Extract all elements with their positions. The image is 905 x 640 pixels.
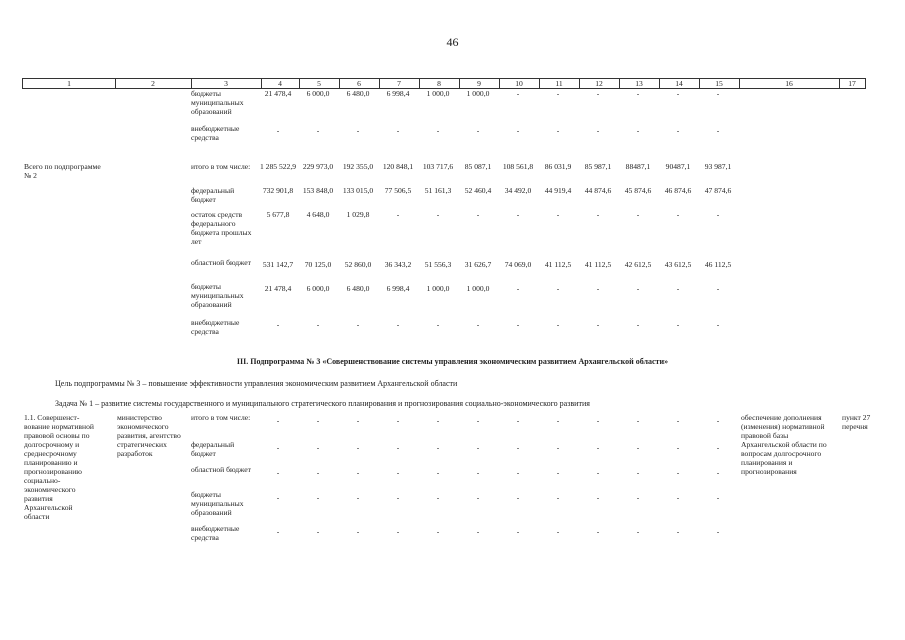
cell-value: - <box>396 126 400 135</box>
cell-value: - <box>316 126 320 135</box>
cell-value: 108 561,8 <box>502 162 534 171</box>
row-label: бюджеты муниципальных образований <box>191 282 244 309</box>
cell-value: - <box>316 493 320 502</box>
row-label: областной бюджет <box>191 258 251 267</box>
cell-value: - <box>356 527 360 536</box>
cell-value: 229 973,0 <box>302 162 334 171</box>
header-col-3: 3 <box>224 79 228 88</box>
section-title: III. Подпрограмма № 3 «Совершенствование системы управления экономическим развитием Архангельской области» <box>236 357 669 366</box>
cell-value: - <box>556 89 560 98</box>
header-col-9: 9 <box>477 79 481 88</box>
cell-value: 46 112,5 <box>704 260 732 269</box>
cell-value: 70 125,0 <box>304 260 332 269</box>
header-col-5: 5 <box>317 79 321 88</box>
row-label: итого в том числе: <box>191 162 251 171</box>
cell-value: - <box>316 527 320 536</box>
row-label: бюджеты муниципальных образований <box>191 89 244 116</box>
row-label: бюджеты муниципальных образований <box>191 490 244 517</box>
task-text: Задача № 1 – развитие системы государственного и муниципального стратегического планирования и прогнозирования социально-экономического развития <box>55 399 590 408</box>
cell-value: 6 998,4 <box>386 89 410 98</box>
cell-value: - <box>556 468 560 477</box>
cell-value: 120 848,1 <box>382 162 414 171</box>
cell-value: 74 069,0 <box>504 260 532 269</box>
cell-value: 6 000,0 <box>306 89 330 98</box>
total-title: Всего по подпрограмме № 2 <box>24 162 101 180</box>
cell-value: - <box>276 443 280 452</box>
cell-value: - <box>316 320 320 329</box>
header-col-4: 4 <box>278 79 282 88</box>
cell-value: - <box>516 468 520 477</box>
row-label: внебюджетные средства <box>191 124 240 142</box>
cell-value: - <box>636 493 640 502</box>
cell-value: 85 087,1 <box>464 162 492 171</box>
cell-value: 36 343,2 <box>384 260 412 269</box>
cell-value: 77 506,5 <box>384 186 412 195</box>
cell-value: 44 874,6 <box>584 186 612 195</box>
cell-value: - <box>556 210 560 219</box>
cell-value: - <box>436 320 440 329</box>
cell-value: 5 677,8 <box>266 210 290 219</box>
cell-value: - <box>276 416 280 425</box>
cell-value: - <box>556 493 560 502</box>
cell-value: 93 987,1 <box>704 162 732 171</box>
cell-value: - <box>396 527 400 536</box>
cell-value: 192 355,0 <box>342 162 374 171</box>
cell-value: - <box>396 493 400 502</box>
cell-value: - <box>476 493 480 502</box>
cell-value: - <box>596 284 600 293</box>
cell-value: - <box>476 468 480 477</box>
cell-value: - <box>516 320 520 329</box>
item-title: 1.1. Совершенст-вование нормативной правовой основы по долгосрочному и среднесрочному планированию и прогнозированию социально-экономического развития Архангельской области <box>24 413 94 521</box>
cell-value: - <box>516 126 520 135</box>
cell-value: 103 717,6 <box>422 162 454 171</box>
cell-value: - <box>716 284 720 293</box>
cell-value: 52 860,0 <box>344 260 372 269</box>
cell-value: - <box>716 527 720 536</box>
cell-value: - <box>716 210 720 219</box>
cell-value: - <box>596 443 600 452</box>
cell-value: 21 478,4 <box>264 284 292 293</box>
cell-value: 6 000,0 <box>306 284 330 293</box>
cell-value: 51 161,3 <box>424 186 452 195</box>
cell-value: - <box>396 443 400 452</box>
cell-value: - <box>596 493 600 502</box>
cell-value: 1 000,0 <box>426 284 450 293</box>
cell-value: - <box>716 416 720 425</box>
cell-value: - <box>676 284 680 293</box>
cell-value: - <box>676 320 680 329</box>
header-col-17: 17 <box>848 79 856 88</box>
header-col-11: 11 <box>555 79 563 88</box>
cell-value: - <box>476 443 480 452</box>
cell-value: 6 480,0 <box>346 89 370 98</box>
cell-value: - <box>596 210 600 219</box>
cell-value: - <box>516 284 520 293</box>
cell-value: - <box>516 416 520 425</box>
cell-value: - <box>316 443 320 452</box>
cell-value: 1 000,0 <box>466 89 490 98</box>
cell-value: - <box>356 320 360 329</box>
cell-value: - <box>356 443 360 452</box>
cell-value: - <box>516 210 520 219</box>
cell-value: - <box>556 443 560 452</box>
cell-value: - <box>716 493 720 502</box>
cell-value: - <box>596 468 600 477</box>
cell-value: - <box>636 527 640 536</box>
cell-value: - <box>516 493 520 502</box>
cell-value: - <box>436 493 440 502</box>
cell-value: - <box>716 89 720 98</box>
cell-value: - <box>556 284 560 293</box>
row-label: внебюджетные средства <box>191 318 240 336</box>
cell-value: 732 901,8 <box>262 186 294 195</box>
cell-value: - <box>596 89 600 98</box>
cell-value: 46 874,6 <box>664 186 692 195</box>
cell-value: - <box>596 126 600 135</box>
row-label: остаток средств федерального бюджета прошлых лет <box>191 210 252 246</box>
cell-value: - <box>636 320 640 329</box>
cell-value: 52 460,4 <box>464 186 492 195</box>
cell-value: 1 285 522,9 <box>259 162 297 171</box>
cell-value: - <box>396 468 400 477</box>
cell-value: - <box>636 210 640 219</box>
table-header-row <box>22 78 866 89</box>
row-label: итого в том числе: <box>191 413 251 422</box>
cell-value: 90487,1 <box>665 162 691 171</box>
cell-value: - <box>716 468 720 477</box>
header-col-7: 7 <box>397 79 401 88</box>
cell-value: 51 556,3 <box>424 260 452 269</box>
header-col-1: 1 <box>67 79 71 88</box>
cell-value: - <box>636 126 640 135</box>
cell-value: 45 874,6 <box>624 186 652 195</box>
cell-value: - <box>596 320 600 329</box>
header-col-6: 6 <box>357 79 361 88</box>
cell-value: - <box>476 416 480 425</box>
cell-value: 41 112,5 <box>584 260 612 269</box>
cell-value: - <box>556 126 560 135</box>
cell-value: - <box>676 416 680 425</box>
cell-value: - <box>676 89 680 98</box>
cell-value: - <box>276 320 280 329</box>
cell-value: - <box>556 527 560 536</box>
cell-value: - <box>396 416 400 425</box>
cell-value: 34 492,0 <box>504 186 532 195</box>
cell-value: - <box>676 126 680 135</box>
cell-value: 21 478,4 <box>264 89 292 98</box>
header-col-12: 12 <box>595 79 603 88</box>
cell-value: - <box>516 443 520 452</box>
cell-value: - <box>436 527 440 536</box>
page-number: 46 <box>446 35 459 49</box>
cell-value: 42 612,5 <box>624 260 652 269</box>
cell-value: - <box>276 468 280 477</box>
row-label: внебюджетные средства <box>191 524 240 542</box>
cell-value: - <box>636 284 640 293</box>
cell-value: - <box>596 416 600 425</box>
cell-value: - <box>556 416 560 425</box>
cell-value: 153 848,0 <box>302 186 334 195</box>
header-col-10: 10 <box>515 79 523 88</box>
cell-value: - <box>356 126 360 135</box>
cell-value: 531 142,7 <box>262 260 294 269</box>
cell-value: - <box>316 468 320 477</box>
cell-value: 6 480,0 <box>346 284 370 293</box>
cell-value: 6 998,4 <box>386 284 410 293</box>
cell-value: - <box>716 320 720 329</box>
cell-value: - <box>436 468 440 477</box>
item-executor: министерство экономического развития, агентство стратегических разработок <box>117 413 181 458</box>
cell-value: - <box>356 416 360 425</box>
row-label: федеральный бюджет <box>191 186 235 204</box>
cell-value: 85 987,1 <box>584 162 612 171</box>
cell-value: - <box>356 468 360 477</box>
row-label: федеральный бюджет <box>191 440 235 458</box>
header-col-14: 14 <box>675 79 683 88</box>
cell-value: - <box>716 126 720 135</box>
cell-value: 47 874,6 <box>704 186 732 195</box>
cell-value: - <box>636 443 640 452</box>
cell-value: 44 919,4 <box>544 186 572 195</box>
cell-value: 1 029,8 <box>346 210 370 219</box>
cell-value: - <box>436 416 440 425</box>
cell-value: - <box>636 468 640 477</box>
header-col-8: 8 <box>437 79 441 88</box>
cell-value: - <box>476 320 480 329</box>
cell-value: - <box>596 527 600 536</box>
header-col-15: 15 <box>715 79 723 88</box>
cell-value: 43 612,5 <box>664 260 692 269</box>
cell-value: - <box>436 210 440 219</box>
cell-value: 1 000,0 <box>426 89 450 98</box>
cell-value: - <box>636 89 640 98</box>
header-col-2: 2 <box>151 79 155 88</box>
row-label: областной бюджет <box>191 465 251 474</box>
cell-value: 31 626,7 <box>464 260 492 269</box>
cell-value: - <box>516 89 520 98</box>
goal-text: Цель подпрограммы № 3 – повышение эффективности управления экономическим развитием Архангельской области <box>55 379 458 388</box>
cell-value: - <box>276 493 280 502</box>
cell-value: - <box>276 126 280 135</box>
cell-value: 88487,1 <box>625 162 651 171</box>
cell-value: - <box>676 210 680 219</box>
cell-value: - <box>676 468 680 477</box>
cell-value: - <box>676 527 680 536</box>
cell-value: - <box>556 320 560 329</box>
cell-value: - <box>476 126 480 135</box>
cell-value: - <box>396 210 400 219</box>
cell-value: - <box>716 443 720 452</box>
cell-value: - <box>276 527 280 536</box>
cell-value: - <box>516 527 520 536</box>
cell-value: - <box>436 126 440 135</box>
item-result: обеспечение дополнения (изменения) нормативной правовой базы Архангельской области по вопросам долгосрочного планирования и прогнозирования <box>741 413 827 476</box>
cell-value: - <box>476 210 480 219</box>
cell-value: 86 031,9 <box>544 162 572 171</box>
header-col-16: 16 <box>785 79 793 88</box>
cell-value: - <box>476 527 480 536</box>
cell-value: - <box>676 493 680 502</box>
cell-value: - <box>396 320 400 329</box>
cell-value: - <box>316 416 320 425</box>
cell-value: 133 015,0 <box>342 186 374 195</box>
cell-value: 4 648,0 <box>306 210 330 219</box>
item-reference: пункт 27 перечня <box>842 413 871 431</box>
cell-value: - <box>636 416 640 425</box>
cell-value: - <box>436 443 440 452</box>
cell-value: 1 000,0 <box>466 284 490 293</box>
cell-value: 41 112,5 <box>544 260 572 269</box>
header-col-13: 13 <box>635 79 643 88</box>
cell-value: - <box>356 493 360 502</box>
cell-value: - <box>676 443 680 452</box>
